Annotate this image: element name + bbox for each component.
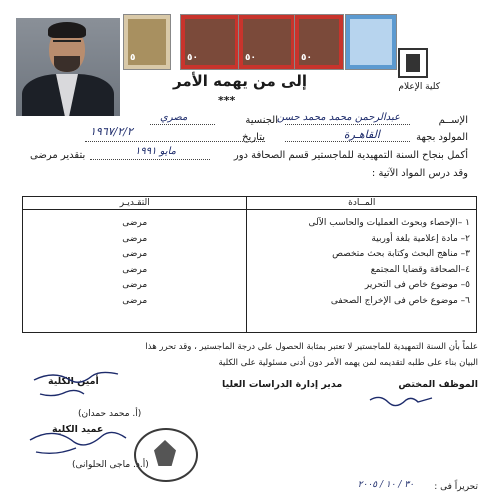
faculty-name: كلية الإعلام [398, 82, 440, 92]
date-label: بتاريخ [242, 132, 265, 143]
subjects-cell [247, 210, 477, 333]
revenue-stamp: ٥٠ [238, 14, 296, 70]
born-value: القاهـرة [343, 128, 380, 141]
nationality-value: مصري [160, 112, 188, 123]
name-value: عبدالرحمن محمد محمد حسن [276, 112, 400, 123]
subject-name: ٥– موضوع خاص فى التحرير [364, 280, 470, 290]
table-header-row [23, 197, 477, 210]
subject-name: ٣– مناهج البحث وكتابة بحث متخصص [332, 249, 470, 259]
official-seal-icon [134, 428, 198, 482]
grade-value: مرضى [122, 295, 148, 306]
grade-column-header: التقـديـر [23, 197, 247, 210]
name-label: الإســم [438, 115, 468, 126]
issue-date-label: تحريراً فى : [434, 482, 478, 492]
nationality-label: الجنسية [245, 115, 278, 126]
subject-name: ٤–الصحافة وقضايا المجتمع [370, 264, 470, 275]
signature-employee [370, 397, 432, 405]
revenue-stamp: ٥٠ [180, 14, 240, 70]
grade-value: مرضى [122, 264, 148, 275]
revenue-stamp: ٥٠ [294, 14, 344, 70]
subject-name: ٦– موضوع خاص فى الإخراج الصحفى [330, 295, 470, 306]
studied-text: وقد درس المواد الآتية : [371, 168, 468, 179]
subject-name: ٢– مادة إعلامية بلغة أوربية [371, 233, 470, 244]
revenue-stamp [345, 14, 397, 70]
revenue-stamp: ٥ [123, 14, 171, 70]
note-line-1: علماً بأن السنة التمهيدية للماجستير لا تعتبر بمثابة الحصول على درجة الماجستير ، وقد تحرر هذا [145, 342, 478, 352]
employee-title: الموظف المختص [398, 379, 478, 390]
overall-grade: بتقدير مرضى [30, 150, 86, 161]
faculty-logo-icon [398, 48, 428, 78]
grade-value: مرضى [122, 218, 148, 228]
director-title: مدير إدارة الدراسات العليا [222, 379, 343, 390]
grades-cell [23, 210, 247, 333]
signature-dean [30, 432, 126, 453]
issue-date-value: ٣٠ / ١٠ / ٢٠٠٥ [357, 480, 414, 490]
dean-name: (أ.د. ماجى الحلوانى) [72, 460, 149, 470]
birth-date-value: ١٩٦٧/٢/٢ [90, 125, 133, 138]
note-line-2: البيان بناء على طلبه لتقديمه لمن يهمه الأمر دون أدنى مسئولية على الكلية [218, 358, 478, 368]
table-body-row [23, 210, 477, 333]
session-value: مايو ١٩٩١ [135, 146, 177, 157]
grade-value: مرضى [122, 249, 148, 259]
grade-value: مرضى [122, 280, 148, 290]
document-title: إلى من يهمه الأمر [172, 72, 308, 90]
subjects-table [22, 196, 477, 333]
subject-name: ١ –الإحصاء وبحوث العمليات والحاسب الآلى [308, 218, 470, 228]
secretary-title: أمين الكلية [48, 376, 99, 387]
born-label: المولود بجهة [416, 132, 468, 143]
title-mark: *** [218, 94, 236, 107]
applicant-photo [16, 18, 120, 116]
secretary-name: (أ. محمد حمدان) [78, 409, 142, 419]
completed-text: أكمل بنجاح السنة التمهيدية للماجستير قسم الصحافة دور [233, 150, 468, 161]
grade-value: مرضى [122, 233, 148, 244]
subject-column-header: المــادة [247, 197, 477, 210]
dean-title: عميد الكلية [52, 424, 104, 435]
